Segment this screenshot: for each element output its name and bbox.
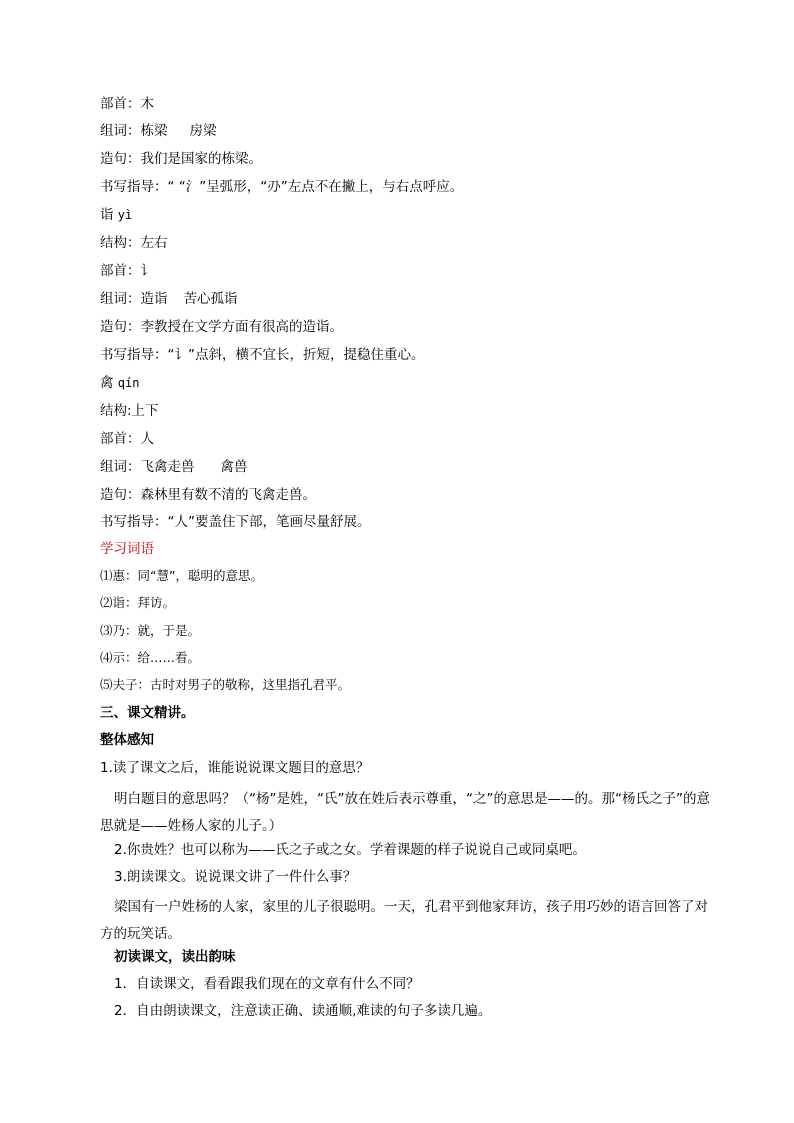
char3-structure: 结构:上下 bbox=[100, 403, 159, 419]
section3-q3: 3.朗读课文。说说课文讲了一件什么事？ bbox=[114, 869, 357, 885]
vocab-item: ⑸夫子：古时对男子的敬称，这里指孔君平。 bbox=[100, 677, 351, 692]
char1-writing: 书写指导：“ “氵”呈弧形，“刅”左点不在撇上，与右点呼应。 bbox=[100, 179, 464, 195]
char1-sentence: 造句：我们是国家的栋梁。 bbox=[100, 151, 262, 167]
char2-pinyin: yì bbox=[117, 208, 133, 222]
char2-structure: 结构：左右 bbox=[100, 235, 168, 251]
char2-words-a: 组词：造诣 bbox=[100, 291, 168, 307]
char3-words-a: 组词：飞禽走兽 bbox=[100, 459, 195, 475]
char3-sentence: 造句：森林里有数不清的飞禽走兽。 bbox=[100, 487, 316, 503]
char1-words-b: 房梁 bbox=[189, 123, 217, 139]
vocab-item: ⑵诣：拜访。 bbox=[100, 595, 176, 610]
char3-char: 禽 bbox=[100, 375, 114, 391]
char2-writing: 书写指导：“讠”点斜，横不宜长，折短，提稳住重心。 bbox=[100, 347, 425, 363]
section3-sub2: 初读课文，读出韵味 bbox=[114, 949, 236, 965]
char3-writing: 书写指导：“人”要盖住下部，笔画尽量舒展。 bbox=[100, 514, 371, 530]
char2-words-b: 苦心孤诣 bbox=[183, 291, 238, 307]
section3-a3-text: 梁国有一户姓杨的人家，家里的儿子很聪明。一天，孔君平到他家拜访，孩子用巧妙的语言回答了对方的玩笑话。 bbox=[100, 899, 708, 942]
section3-heading: 三、课文精讲。 bbox=[100, 705, 195, 721]
char3-words-b: 禽兽 bbox=[220, 459, 248, 475]
char2-sentence: 造句：李教授在文学方面有很高的造诣。 bbox=[100, 319, 343, 335]
section3-a1 bbox=[100, 786, 720, 840]
char2-heading bbox=[100, 206, 132, 224]
section3-r2: 2．自由朗读课文，注意读正确、读通顺,难读的句子多读几遍。 bbox=[114, 1003, 492, 1019]
section3-q2: 2.你贵姓？也可以称为——氏之子或之女。学着课题的样子说说自己或同桌吧。 bbox=[114, 842, 586, 858]
section3-r1: 1．自读课文，看看跟我们现在的文章有什么不同？ bbox=[114, 976, 420, 992]
section3-a3 bbox=[100, 894, 720, 948]
char2-char: 诣 bbox=[100, 207, 114, 223]
char3-words bbox=[100, 458, 248, 476]
section3-a1-text: 明白题目的意思吗？（“杨”是姓，“氏”放在姓后表示尊重，“之”的意思是——的。那“杨氏之子”的意思就是——姓杨人家的儿子。） bbox=[100, 791, 710, 834]
char2-words bbox=[100, 290, 238, 308]
char1-radical: 部首：木 bbox=[100, 96, 154, 112]
section3-q1: 1.读了课文之后，谁能说说课文题目的意思？ bbox=[100, 760, 370, 776]
char3-heading bbox=[100, 374, 139, 392]
char1-words-a: 组词：栋梁 bbox=[100, 123, 168, 139]
section3-sub1: 整体感知 bbox=[100, 732, 154, 748]
char3-pinyin: qín bbox=[117, 376, 140, 390]
char3-radical: 部首：人 bbox=[100, 431, 154, 447]
char2-radical: 部首：讠 bbox=[100, 263, 154, 279]
vocab-item: ⑷示：给……看。 bbox=[100, 650, 201, 665]
vocab-item: ⑴惠：同“慧”，聪明的意思。 bbox=[100, 568, 263, 583]
char1-words bbox=[100, 122, 217, 140]
vocab-item: ⑶乃：就，于是。 bbox=[100, 623, 201, 638]
vocab-heading: 学习词语 bbox=[100, 541, 154, 557]
